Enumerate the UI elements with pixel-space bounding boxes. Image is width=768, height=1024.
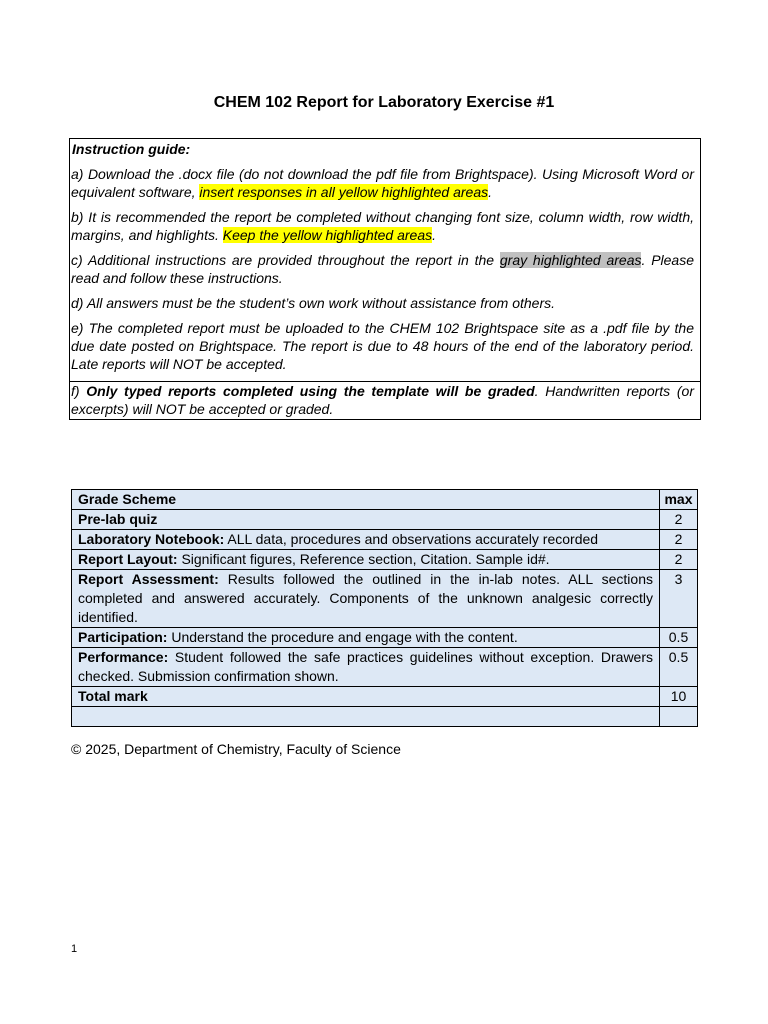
criterion-label: Pre-lab quiz [78,511,158,527]
instruction-c [71,251,694,287]
grade-scheme-table [71,489,698,727]
instruction-a-end: . [488,184,493,200]
empty-row [72,707,698,727]
max-cell: 2 [660,550,698,570]
criterion-label: Report Layout: [78,551,178,567]
instruction-guide-body [69,158,701,381]
max-header: max [660,490,698,510]
max-cell: 3 [660,570,698,628]
max-cell: 0.5 [660,648,698,687]
criterion-description: Understand the procedure and engage with the content. [167,629,518,645]
instruction-f-text: . Handwritten reports (or excerpts) will NOT be accepted or graded. [71,383,694,417]
criterion-label: Laboratory Notebook: [78,531,225,547]
empty-max-cell [660,707,698,727]
instruction-b-end: . [432,227,437,243]
grade-scheme-header: Grade Scheme [72,490,660,510]
instruction-f-box [69,381,701,420]
instruction-guide-heading: Instruction guide: [69,138,701,158]
total-label: Total mark [78,688,148,704]
criterion-cell [72,628,660,648]
criterion-cell [72,648,660,687]
report-title: CHEM 102 Report for Laboratory Exercise #1 [213,94,555,111]
instruction-f-bold: Only typed reports completed using the template will be graded [86,383,535,399]
criterion-cell [72,687,660,707]
table-row [72,628,698,648]
copyright-notice: © 2025, Department of Chemistry, Faculty of Science [71,741,401,757]
instruction-c-end: . Please read and follow these instructions. [71,252,694,286]
instruction-e: e) The completed report must be uploaded to the CHEM 102 Brightspace site as a .pdf file by the due date posted on Brightspace. The report is due to 48 hours of the end of the laboratory period. Late reports will NOT be accepted. [71,320,694,372]
instruction-b-highlight: Keep the yellow highlighted areas [222,227,433,243]
max-cell: 2 [660,510,698,530]
instruction-f-prefix: f) [71,383,87,399]
criterion-description: Significant figures, Reference section, Citation. Sample id#. [177,551,550,567]
criterion-label: Participation: [78,629,168,645]
empty-cell [72,707,660,727]
instruction-f [71,382,694,418]
table-row [72,648,698,687]
instruction-c-highlight: gray highlighted areas [499,252,642,268]
criterion-cell [72,530,660,550]
criterion-label: Report Assessment: [78,571,219,587]
instruction-guide [69,138,701,420]
instruction-a [71,165,694,201]
page-number: 1 [71,943,78,955]
grade-scheme-header-row [72,490,698,510]
max-cell: 2 [660,530,698,550]
table-row [72,530,698,550]
table-row [72,550,698,570]
total-max-cell: 10 [660,687,698,707]
criterion-description: Student followed the safe practices guidelines without exception. Drawers checked. Submission confirmation shown. [78,649,653,684]
instruction-d: d) All answers must be the student’s own work without assistance from others. [71,295,555,311]
instruction-b-text: b) It is recommended the report be completed without changing font size, column width, row width, margins, and highlights. [71,209,694,243]
criterion-description: ALL data, procedures and observations accurately recorded [224,531,599,547]
max-cell: 0.5 [660,628,698,648]
criterion-label: Performance: [78,649,169,665]
instruction-a-text: a) Download the .docx file (do not download the pdf file from Brightspace). Using Microsoft Word or equivalent software, [71,166,694,200]
instruction-c-text: c) Additional instructions are provided throughout the report in the [71,252,500,268]
table-row [72,510,698,530]
total-row [72,687,698,707]
criterion-cell [72,510,660,530]
table-row [72,570,698,628]
criterion-cell [72,550,660,570]
criterion-cell [72,570,660,628]
instruction-a-highlight: insert responses in all yellow highlighted areas [199,184,489,200]
criterion-description: Results followed the outlined in the in-lab notes. ALL sections completed and answered accurately. Components of the unknown analgesic correctly identified. [78,571,653,625]
instruction-b [71,208,694,244]
